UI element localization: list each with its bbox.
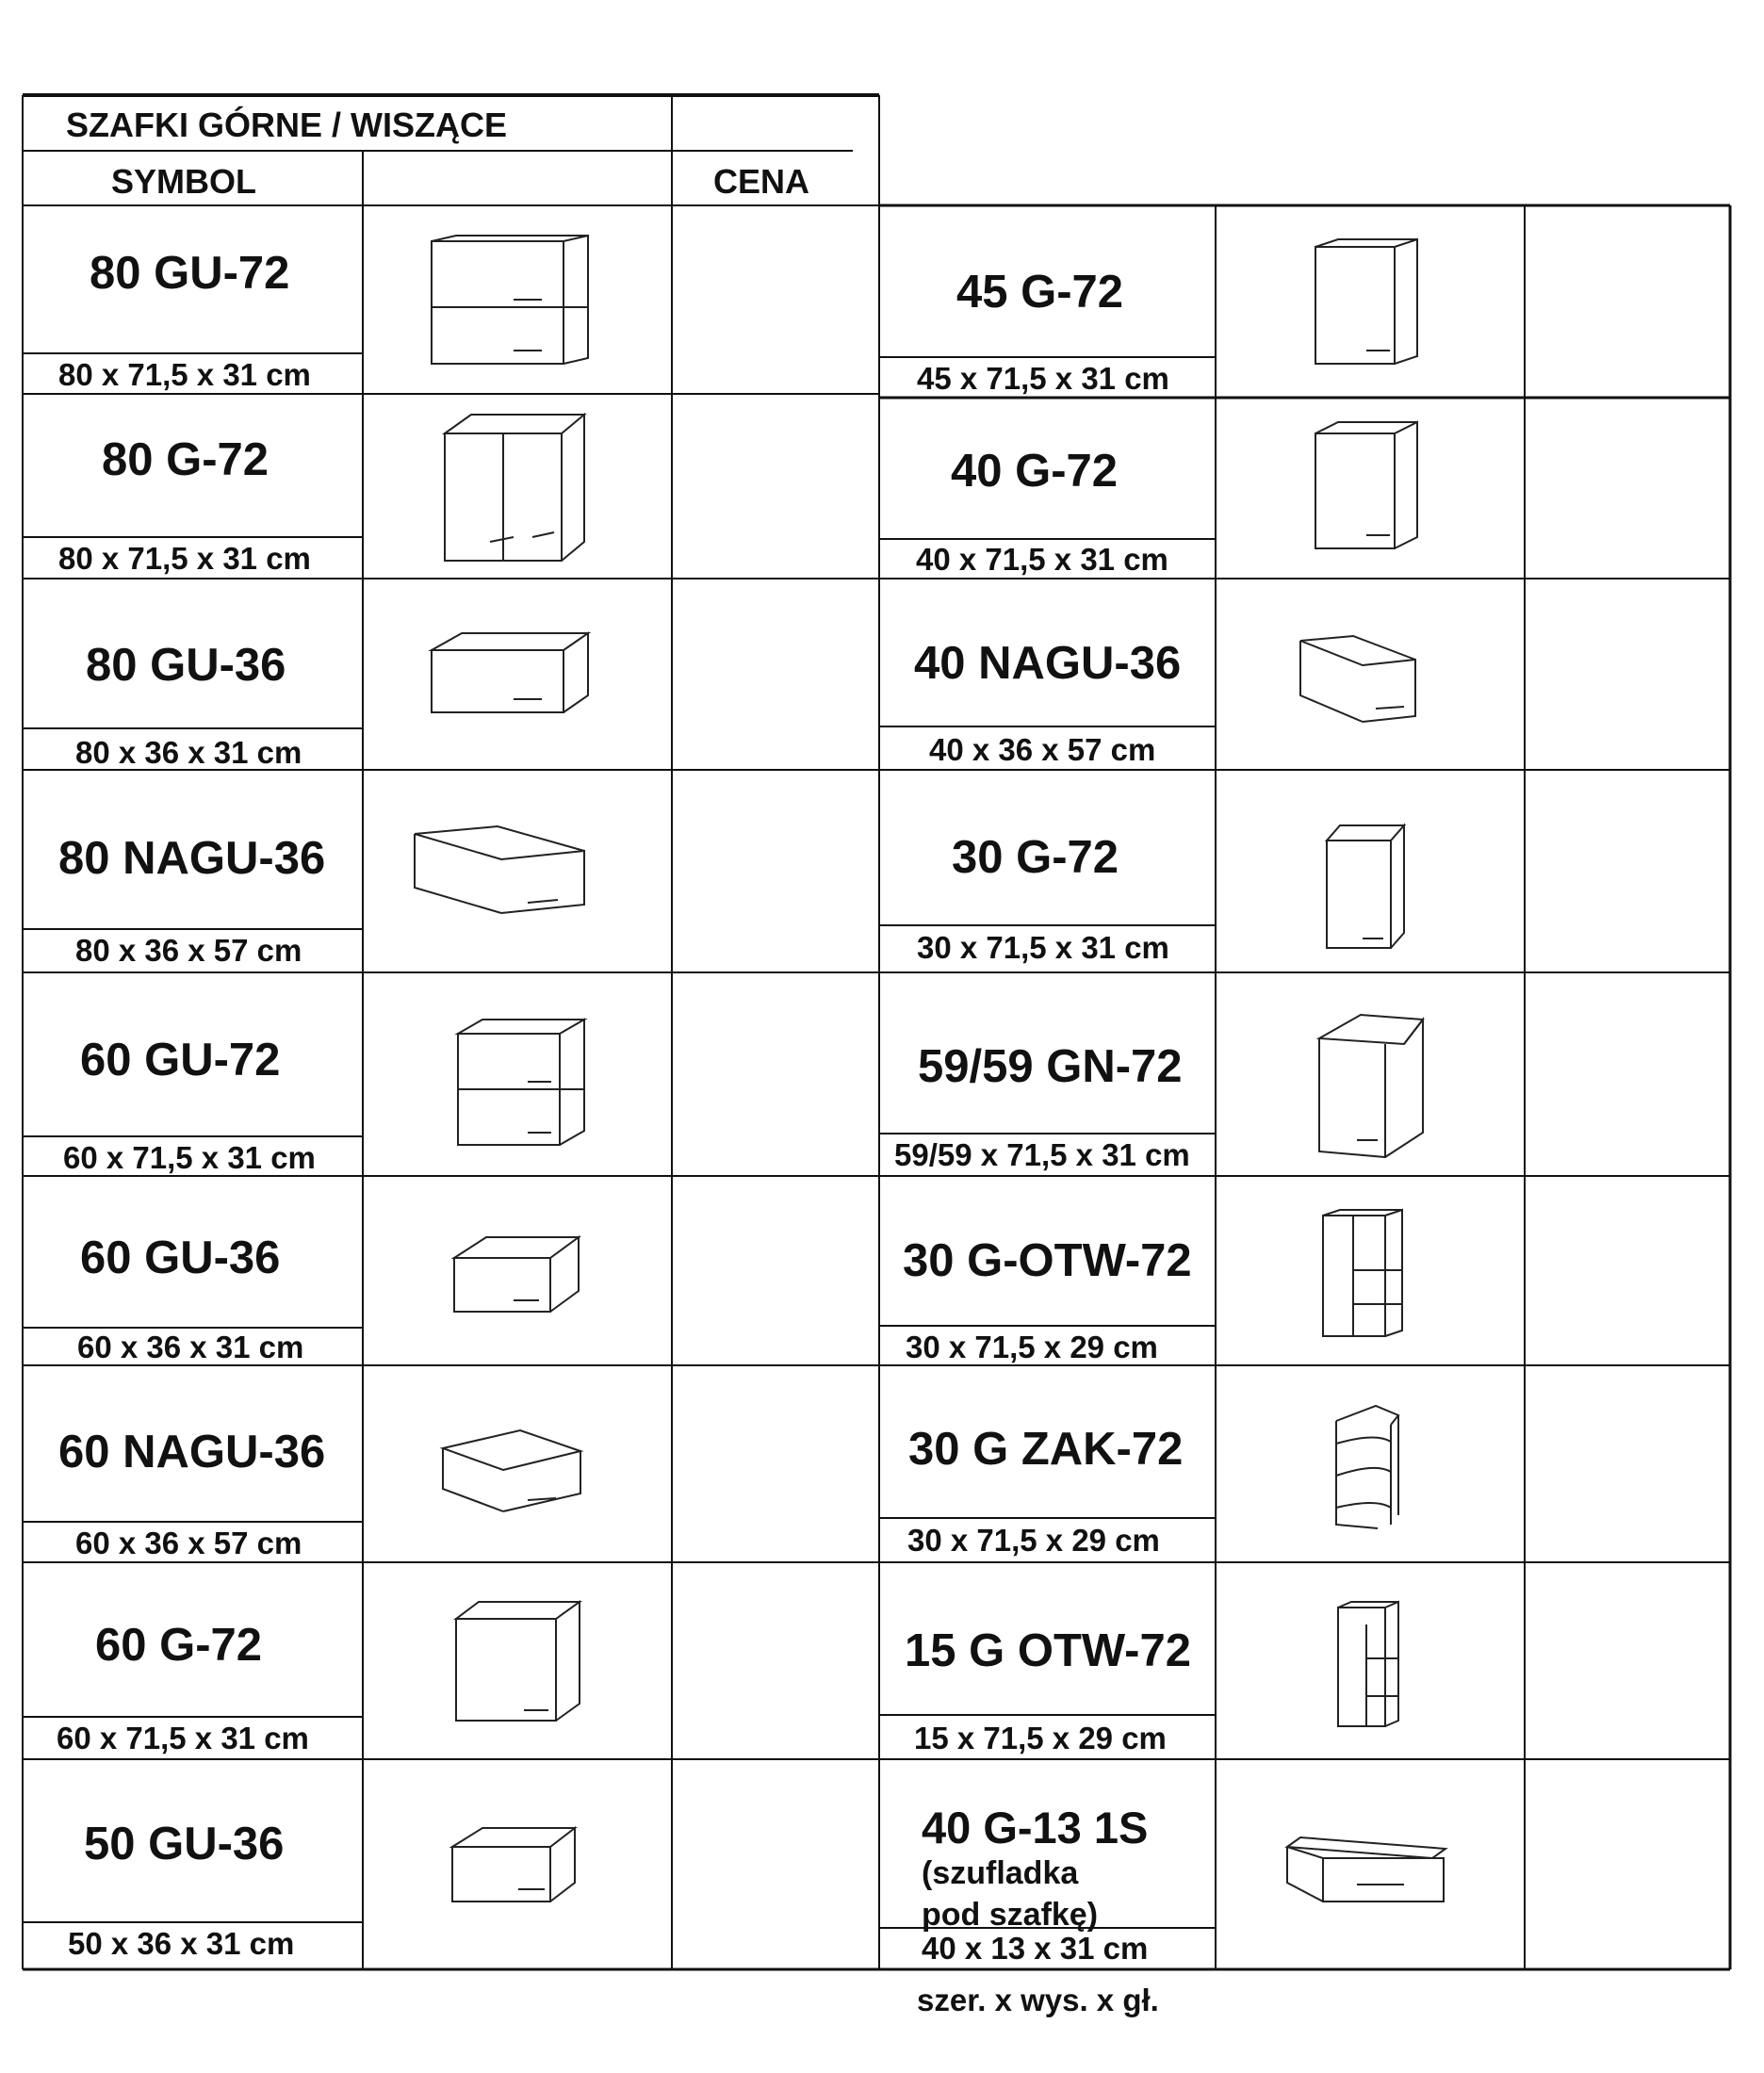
cabinet-flap-double-icon [458,1020,584,1145]
item-symbol: 50 GU-36 [84,1819,285,1869]
price-column-header: CENA [713,162,810,201]
item-note-line: (szufladka [922,1855,1079,1891]
cabinet-flap-icon [432,633,588,712]
item-symbol: 80 GU-36 [86,640,286,691]
item-symbol: 80 G-72 [102,434,270,485]
item-dimensions: 30 x 71,5 x 31 cm [917,930,1169,965]
table-title: SZAFKI GÓRNE / WISZĄCE [66,106,507,144]
item-dimensions: 60 x 36 x 57 cm [75,1526,302,1560]
item-symbol: 45 G-72 [956,267,1124,318]
item-dimensions: 40 x 36 x 57 cm [929,732,1156,767]
item-symbol: 30 G-72 [952,832,1119,883]
item-symbol: 30 G ZAK-72 [908,1424,1184,1475]
cabinet-door-icon [1315,422,1417,548]
item-symbol: 60 G-72 [95,1620,263,1671]
item-dimensions: 50 x 36 x 31 cm [68,1926,295,1961]
item-dimensions: 80 x 71,5 x 31 cm [58,357,311,392]
item-dimensions: 80 x 36 x 57 cm [75,933,302,968]
item-symbol: 60 GU-36 [80,1232,281,1283]
item-symbol: 40 G-13 1S [922,1803,1149,1853]
item-dimensions: 80 x 36 x 31 cm [75,735,302,770]
item-dimensions: 15 x 71,5 x 29 cm [914,1721,1167,1755]
item-dimensions: 60 x 71,5 x 31 cm [63,1140,316,1175]
item-dimensions: 45 x 71,5 x 31 cm [917,361,1169,396]
item-dimensions: 30 x 71,5 x 29 cm [907,1523,1160,1558]
item-dimensions: 40 x 71,5 x 31 cm [916,542,1168,577]
symbol-column-header: SYMBOL [111,162,257,201]
cabinet-flap-double-icon [432,236,588,364]
cabinet-flap-icon [452,1828,575,1902]
cabinet-door-icon [1315,239,1417,364]
item-symbol: 15 G OTW-72 [905,1625,1191,1676]
item-symbol: 60 NAGU-36 [58,1427,326,1477]
item-symbol: 59/59 GN-72 [918,1041,1183,1092]
item-symbol: 60 GU-72 [80,1035,281,1085]
item-dimensions: 40 x 13 x 31 cm [922,1931,1149,1966]
item-dimensions: 30 x 71,5 x 29 cm [906,1330,1158,1364]
dimensions-legend: szer. x wys. x gł. [917,1983,1159,2017]
cabinet-deep-flap-icon [443,1430,580,1511]
item-symbol: 30 G-OTW-72 [903,1235,1192,1286]
open-shelf-icon [1323,1210,1402,1336]
cabinet-door-icon [456,1602,580,1721]
cabinet-deep-flap-icon [415,826,584,913]
item-symbol: 80 NAGU-36 [58,833,326,884]
narrow-open-shelf-icon [1338,1602,1398,1726]
item-dimensions: 60 x 36 x 31 cm [77,1330,304,1364]
cabinet-double-door-icon [445,415,584,561]
item-dimensions: 60 x 71,5 x 31 cm [57,1721,309,1755]
cabinet-corner-icon [1319,1015,1423,1157]
item-dimensions: 80 x 71,5 x 31 cm [58,541,311,576]
item-symbol: 40 NAGU-36 [914,638,1182,689]
item-symbol: 40 G-72 [951,446,1119,497]
item-dimensions: 59/59 x 71,5 x 31 cm [894,1137,1190,1172]
cabinet-narrow-door-icon [1327,825,1404,948]
cabinet-deep-flap-icon [1300,636,1415,722]
drawer-icon [1287,1837,1446,1902]
item-note-line: pod szafkę) [922,1897,1099,1933]
cabinet-flap-icon [454,1237,579,1312]
rounded-end-shelf-icon [1336,1406,1398,1528]
item-symbol: 80 GU-72 [90,248,290,299]
